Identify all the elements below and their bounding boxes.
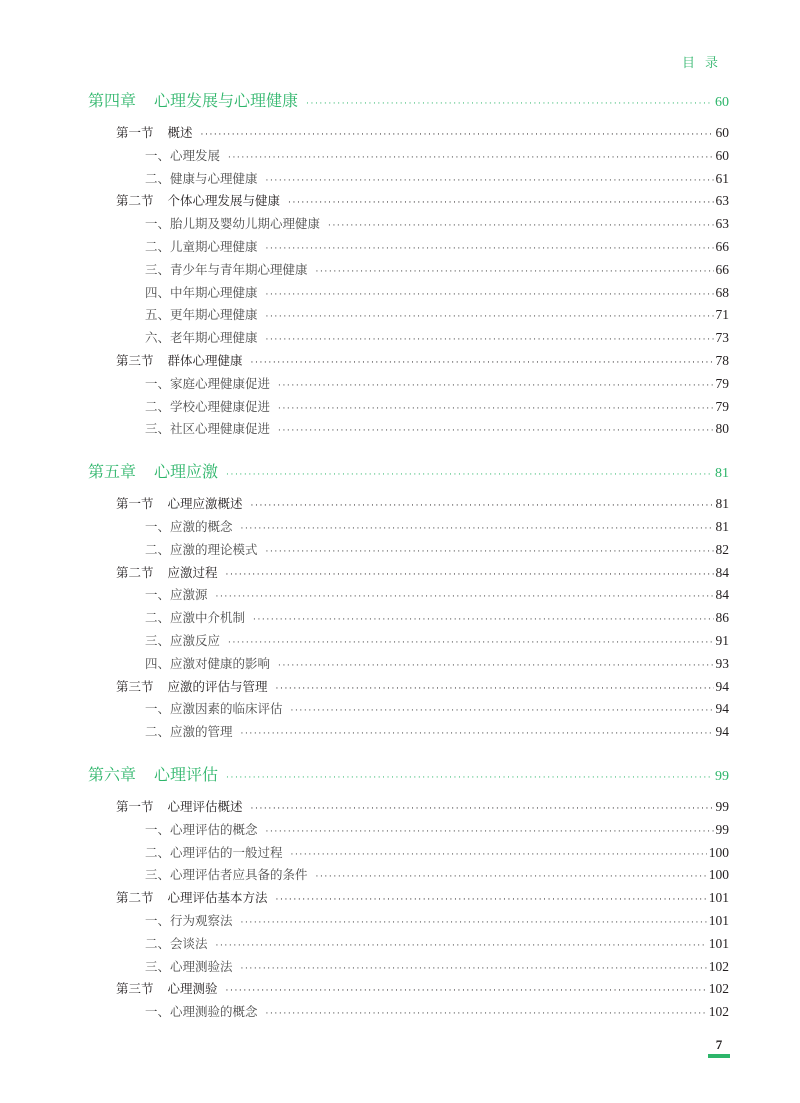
item-title: 一、胎儿期及婴幼儿期心理健康	[145, 216, 321, 232]
section-title: 应激的评估与管理	[167, 678, 268, 694]
page-number: 81	[715, 518, 729, 534]
dot-leader	[306, 99, 713, 109]
page-number: 60	[715, 95, 729, 110]
page-number: 78	[715, 352, 729, 368]
page-number: 82	[715, 541, 729, 557]
running-header-title: 目录	[681, 56, 728, 71]
toc-item-entry[interactable]	[88, 540, 729, 563]
item-title: 一、行为观察法	[145, 912, 233, 928]
page-number: 81	[715, 466, 729, 482]
chapter-title: 心理应激	[154, 462, 219, 482]
chapter-title: 心理发展与心理健康	[154, 91, 299, 110]
item-title: 一、应激的概念	[145, 518, 233, 534]
toc-item-entry[interactable]	[88, 699, 729, 722]
dot-leader	[291, 850, 707, 860]
dot-leader	[241, 524, 714, 534]
dot-leader	[278, 381, 713, 391]
page-number: 86	[715, 610, 729, 626]
dot-leader	[266, 335, 714, 345]
item-title: 三、社区心理健康促进	[145, 421, 271, 437]
dot-leader	[266, 827, 714, 837]
item-title: 二、会谈法	[145, 935, 208, 951]
section-label: 第三节	[116, 981, 154, 997]
chapter-title: 心理评估	[154, 764, 219, 784]
chapter-number: 第六章	[88, 764, 137, 784]
dot-leader	[266, 547, 714, 557]
dot-leader	[216, 592, 714, 602]
page-number: 99	[715, 821, 729, 837]
dot-leader	[328, 221, 713, 231]
toc-item-entry[interactable]	[88, 843, 729, 866]
toc-item-entry[interactable]	[88, 397, 729, 420]
section-label: 第三节	[116, 678, 154, 694]
dot-leader	[226, 773, 713, 783]
dot-leader	[226, 470, 713, 480]
dot-leader	[241, 729, 714, 739]
toc-item-entry[interactable]	[88, 911, 729, 934]
dot-leader	[266, 290, 714, 300]
dot-leader	[241, 918, 707, 928]
dot-leader	[276, 895, 707, 905]
toc-item-entry[interactable]	[88, 722, 729, 745]
page-number: 102	[708, 958, 729, 974]
item-title: 一、心理评估的概念	[145, 821, 258, 837]
page-number: 93	[715, 655, 729, 671]
page-number: 102	[708, 1004, 729, 1020]
dot-leader	[288, 198, 713, 208]
page-number: 94	[715, 678, 729, 694]
toc-chapter-entry[interactable]	[88, 88, 729, 114]
page-number: 84	[715, 564, 729, 580]
page-number: 99	[715, 768, 729, 784]
page-number: 84	[715, 587, 729, 603]
page-number: 68	[715, 284, 729, 300]
folio-page-number: 7	[715, 1037, 723, 1052]
toc-chapter-entry[interactable]	[88, 762, 729, 788]
item-title: 三、应激反应	[145, 632, 221, 648]
page-number: 66	[715, 238, 729, 254]
section-label: 第二节	[116, 193, 154, 209]
section-label: 第一节	[116, 125, 154, 140]
toc-item-entry[interactable]	[88, 374, 729, 397]
toc-item-entry[interactable]	[88, 237, 729, 260]
item-title: 三、青少年与青年期心理健康	[145, 261, 308, 277]
toc-section-entry[interactable]	[88, 123, 729, 146]
page-number: 99	[715, 798, 729, 814]
item-title: 六、老年期心理健康	[145, 330, 258, 346]
page-number: 81	[715, 496, 729, 512]
page-number: 60	[715, 147, 729, 163]
item-title: 三、心理评估者应具备的条件	[145, 867, 308, 883]
toc-item-entry[interactable]	[88, 283, 729, 306]
folio-accent-bar	[708, 1054, 730, 1058]
section-title: 心理评估概述	[167, 798, 243, 814]
dot-leader	[278, 661, 713, 671]
page-number: 63	[715, 193, 729, 209]
item-title: 五、更年期心理健康	[145, 307, 258, 323]
item-title: 二、学校心理健康促进	[145, 398, 271, 414]
chapter-block	[88, 459, 729, 745]
toc-section-entry[interactable]	[88, 563, 729, 586]
toc-section-entry[interactable]	[88, 797, 729, 820]
page-number: 79	[715, 398, 729, 414]
item-title: 二、儿童期心理健康	[145, 238, 258, 254]
page-number: 71	[715, 307, 729, 323]
dot-leader	[201, 130, 714, 140]
item-title: 一、应激源	[145, 587, 208, 603]
page-number: 80	[715, 421, 729, 437]
dot-leader	[278, 404, 713, 414]
page-number: 61	[715, 170, 729, 186]
toc-item-entry[interactable]	[88, 820, 729, 843]
toc-section-entry[interactable]	[88, 677, 729, 700]
item-title: 二、健康与心理健康	[145, 170, 258, 186]
section-title: 群体心理健康	[167, 352, 243, 368]
section-title: 心理评估基本方法	[167, 890, 268, 906]
section-label: 第一节	[116, 496, 154, 512]
page-number: 101	[708, 935, 729, 951]
toc-chapter-entry[interactable]	[88, 459, 729, 485]
section-label: 第二节	[116, 564, 154, 580]
dot-leader	[316, 267, 714, 277]
page-number: 101	[708, 912, 729, 928]
item-title: 一、应激因素的临床评估	[145, 701, 283, 717]
item-title: 一、家庭心理健康促进	[145, 375, 271, 391]
page-number: 101	[708, 890, 729, 906]
chapter-block	[88, 762, 729, 1025]
dot-leader	[251, 358, 714, 368]
page-number: 100	[708, 867, 729, 883]
page-number: 60	[715, 125, 729, 140]
dot-leader	[266, 176, 714, 186]
dot-leader	[276, 684, 714, 694]
dot-leader	[316, 872, 707, 882]
dot-leader	[266, 244, 714, 254]
section-title: 应激过程	[167, 564, 218, 580]
dot-leader	[251, 501, 714, 511]
item-title: 一、心理发展	[145, 147, 221, 163]
section-title: 心理应激概述	[167, 496, 243, 512]
section-title: 概述	[167, 125, 193, 140]
toc-item-entry[interactable]	[88, 328, 729, 351]
page-number: 79	[715, 375, 729, 391]
toc-item-entry[interactable]	[88, 419, 729, 442]
toc-item-entry[interactable]	[88, 585, 729, 608]
page-number: 94	[715, 724, 729, 740]
toc-item-entry[interactable]	[88, 654, 729, 677]
page-number: 100	[708, 844, 729, 860]
dot-leader	[266, 312, 714, 322]
dot-leader	[266, 1009, 707, 1019]
page-number: 63	[715, 216, 729, 232]
item-title: 一、心理测验的概念	[145, 1004, 258, 1020]
dot-leader	[226, 570, 714, 580]
page-number: 102	[708, 981, 729, 997]
toc-item-entry[interactable]	[88, 517, 729, 540]
page-number: 91	[715, 632, 729, 648]
item-title: 三、心理测验法	[145, 958, 233, 974]
page-number: 94	[715, 701, 729, 717]
dot-leader	[251, 804, 714, 814]
item-title: 二、应激的理论模式	[145, 541, 258, 557]
page-number: 66	[715, 261, 729, 277]
item-title: 二、应激中介机制	[145, 610, 246, 626]
toc-item-entry[interactable]	[88, 1002, 729, 1025]
section-label: 第一节	[116, 798, 154, 814]
dot-leader	[226, 986, 707, 996]
item-title: 四、应激对健康的影响	[145, 655, 271, 671]
dot-leader	[241, 964, 707, 974]
chapter-number: 第四章	[88, 91, 137, 110]
toc-section-entry[interactable]	[88, 494, 729, 517]
toc-section-entry[interactable]	[88, 191, 729, 214]
item-title: 二、心理评估的一般过程	[145, 844, 283, 860]
dot-leader	[228, 153, 713, 163]
item-title: 四、中年期心理健康	[145, 284, 258, 300]
toc-section-entry[interactable]	[88, 979, 729, 1002]
toc-item-entry[interactable]	[88, 957, 729, 980]
page-number: 73	[715, 330, 729, 346]
chapter-block	[88, 88, 729, 442]
chapter-number: 第五章	[88, 462, 137, 482]
dot-leader	[278, 426, 713, 436]
toc-item-entry[interactable]	[88, 608, 729, 631]
toc-item-entry[interactable]	[88, 169, 729, 192]
toc-item-entry[interactable]	[88, 305, 729, 328]
section-title: 心理测验	[167, 981, 218, 997]
section-label: 第三节	[116, 352, 154, 368]
dot-leader	[216, 941, 707, 951]
toc-item-entry[interactable]	[88, 260, 729, 283]
section-label: 第二节	[116, 890, 154, 906]
toc-item-entry[interactable]	[88, 865, 729, 888]
toc-item-entry[interactable]	[88, 934, 729, 957]
toc-item-entry[interactable]	[88, 214, 729, 237]
section-title: 个体心理发展与健康	[167, 193, 281, 209]
item-title: 二、应激的管理	[145, 724, 233, 740]
dot-leader	[291, 706, 714, 716]
toc-item-entry[interactable]	[88, 631, 729, 654]
toc-section-entry[interactable]	[88, 351, 729, 374]
toc-section-entry[interactable]	[88, 888, 729, 911]
dot-leader	[253, 615, 713, 625]
dot-leader	[228, 638, 713, 648]
toc-item-entry[interactable]	[88, 146, 729, 169]
table-of-contents	[88, 88, 729, 1042]
